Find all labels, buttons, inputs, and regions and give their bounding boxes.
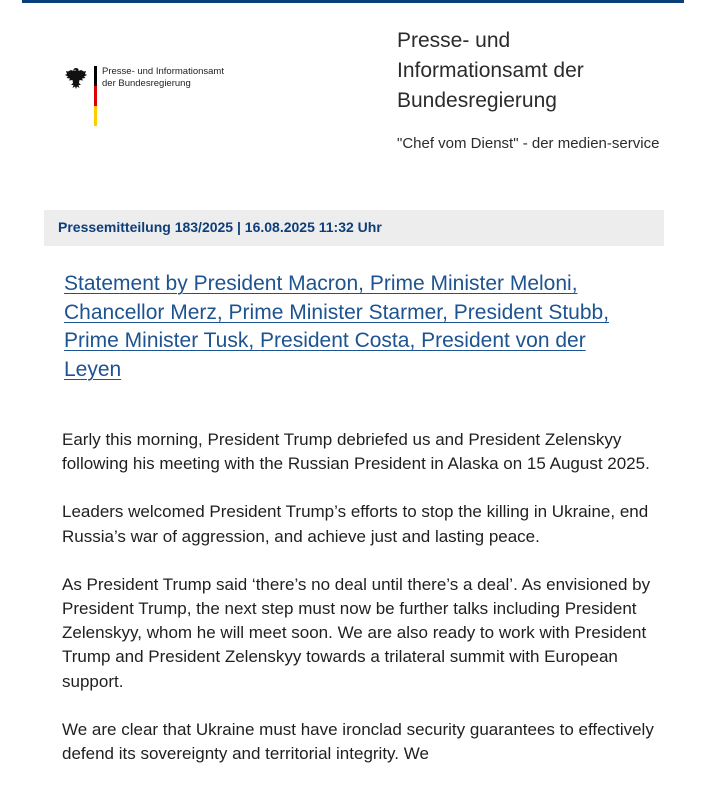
press-release-bar bbox=[44, 210, 664, 246]
logo-text: Presse- und Informationsamt der Bundesregierung bbox=[102, 66, 224, 89]
statement-body bbox=[62, 428, 662, 790]
press-release-label: Pressemitteilung 183/2025 | 16.08.2025 11:32 Uhr bbox=[58, 219, 382, 235]
paragraph: As President Trump said ‘there’s no deal until there’s a deal’. As envisioned by President Trump, the next step must now be further talks including President Zelenskyy, whom he will meet soon. We are also ready to work with President Trump and President Zelenskyy towards a trilateral summit with European support. bbox=[62, 574, 651, 691]
top-accent-bar bbox=[22, 0, 684, 3]
agency-title: Presse- und Informationsamt der Bundesregierung bbox=[397, 29, 584, 112]
paragraph: We are clear that Ukraine must have ironclad security guarantees to effectively defend its sovereignty and territorial integrity. We bbox=[62, 719, 654, 764]
government-logo bbox=[64, 66, 264, 128]
german-flag-stripe bbox=[94, 66, 97, 126]
agency-subtitle: "Chef vom Dienst" - der medien-service bbox=[397, 135, 660, 152]
paragraph: Early this morning, President Trump debriefed us and President Zelenskyy following his meeting with the Russian President in Alaska on 15 August 2025. bbox=[62, 430, 650, 474]
federal-eagle-icon bbox=[64, 66, 88, 92]
statement-headline-link[interactable]: Statement by President Macron, Prime Minister Meloni, Chancellor Merz, Prime Minister Starmer, President Stubb, Prime Minister Tusk, President Costa, President von der Leyen bbox=[64, 272, 610, 381]
paragraph: Leaders welcomed President Trump’s efforts to stop the killing in Ukraine, end Russia’s war of aggression, and achieve just and lasting peace. bbox=[62, 502, 649, 546]
